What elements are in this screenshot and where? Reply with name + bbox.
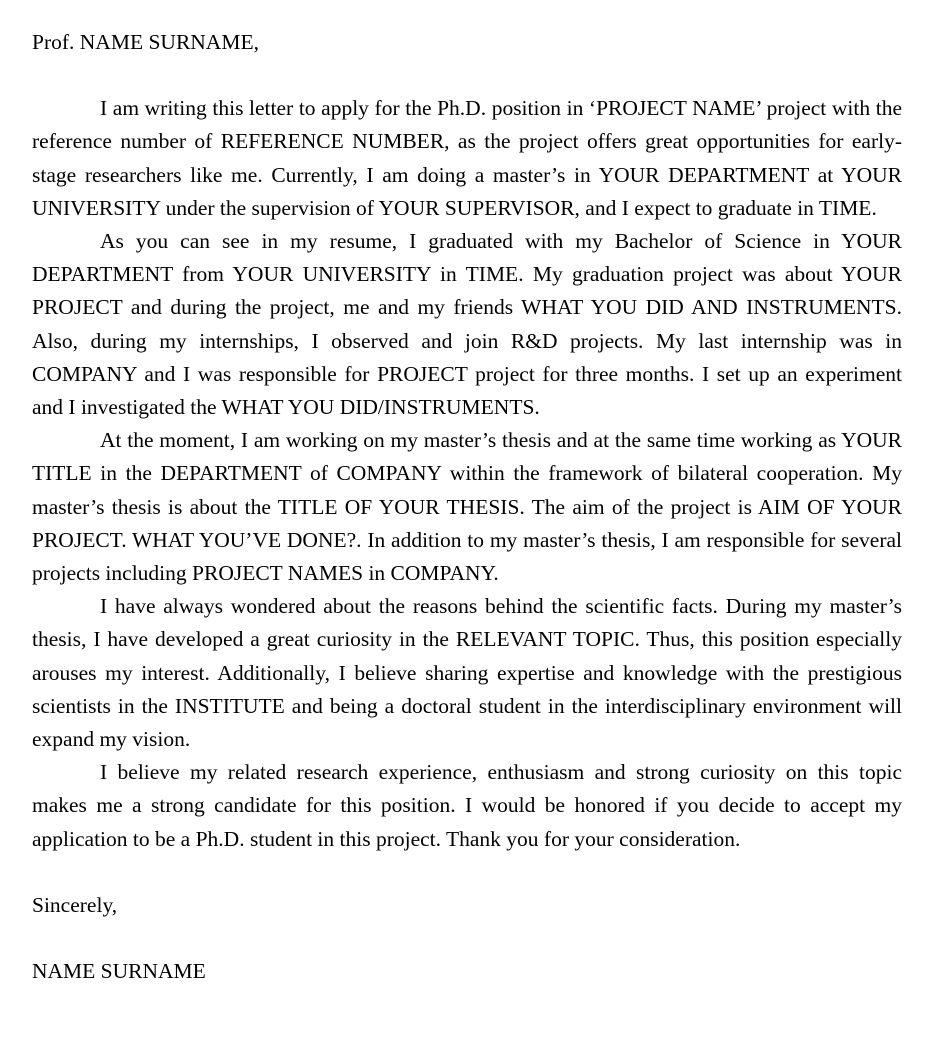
- salutation: Prof. NAME SURNAME,: [32, 30, 259, 54]
- paragraph-motivation: I have always wondered about the reasons behind the scientific facts. During my master’s thesis, I have developed a great curiosity in the RELEVANT TOPIC. Thus, this position especially arouses my interest. Additionally, I believe sharing expertise and knowledge with the prestigious scientists in the INSTITUTE and being a doctoral student in the interdisciplinary environment will expand my vision.: [32, 594, 902, 752]
- closing: Sincerely,: [32, 892, 118, 917]
- paragraph-current-work: At the moment, I am working on my master’s thesis and at the same time working as YOUR TITLE in the DEPARTMENT of COMPANY within the framework of bilateral cooperation. My master’s thesis is about the TITLE OF YOUR THESIS. The aim of the project is AIM OF YOUR PROJECT. WHAT YOU’VE DONE?. In addition to my master’s thesis, I am responsible for several projects including PROJECT NAMES in COMPANY.: [32, 428, 902, 586]
- paragraph-education: As you can see in my resume, I graduated with my Bachelor of Science in YOUR DEPARTMENT from YOUR UNIVERSITY in TIME. My graduation project was about YOUR PROJECT and during the project, me and my friends WHAT YOU DID AND INSTRUMENTS. Also, during my internships, I observed and join R&D projects. My last internship was in COMPANY and I was responsible for PROJECT project for three months. I set up an experiment and I investigated the WHAT YOU DID/INSTRUMENTS.: [32, 229, 902, 420]
- paragraph-conclusion: I believe my related research experience, enthusiasm and strong curiosity on this topic makes me a strong candidate for this position. I would be honored if you decide to accept my application to be a Ph.D. student in this project. Thank you for your consideration.: [32, 760, 902, 851]
- paragraph-application: I am writing this letter to apply for the Ph.D. position in ‘PROJECT NAME’ project with the reference number of REFERENCE NUMBER, as the project offers great opportunities for early-stage researchers like me. Currently, I am doing a master’s in YOUR DEPARTMENT at YOUR UNIVERSITY under the supervision of YOUR SUPERVISOR, and I expect to graduate in TIME.: [32, 96, 902, 220]
- signature: NAME SURNAME: [32, 959, 206, 984]
- letter-page: [32, 26, 902, 988]
